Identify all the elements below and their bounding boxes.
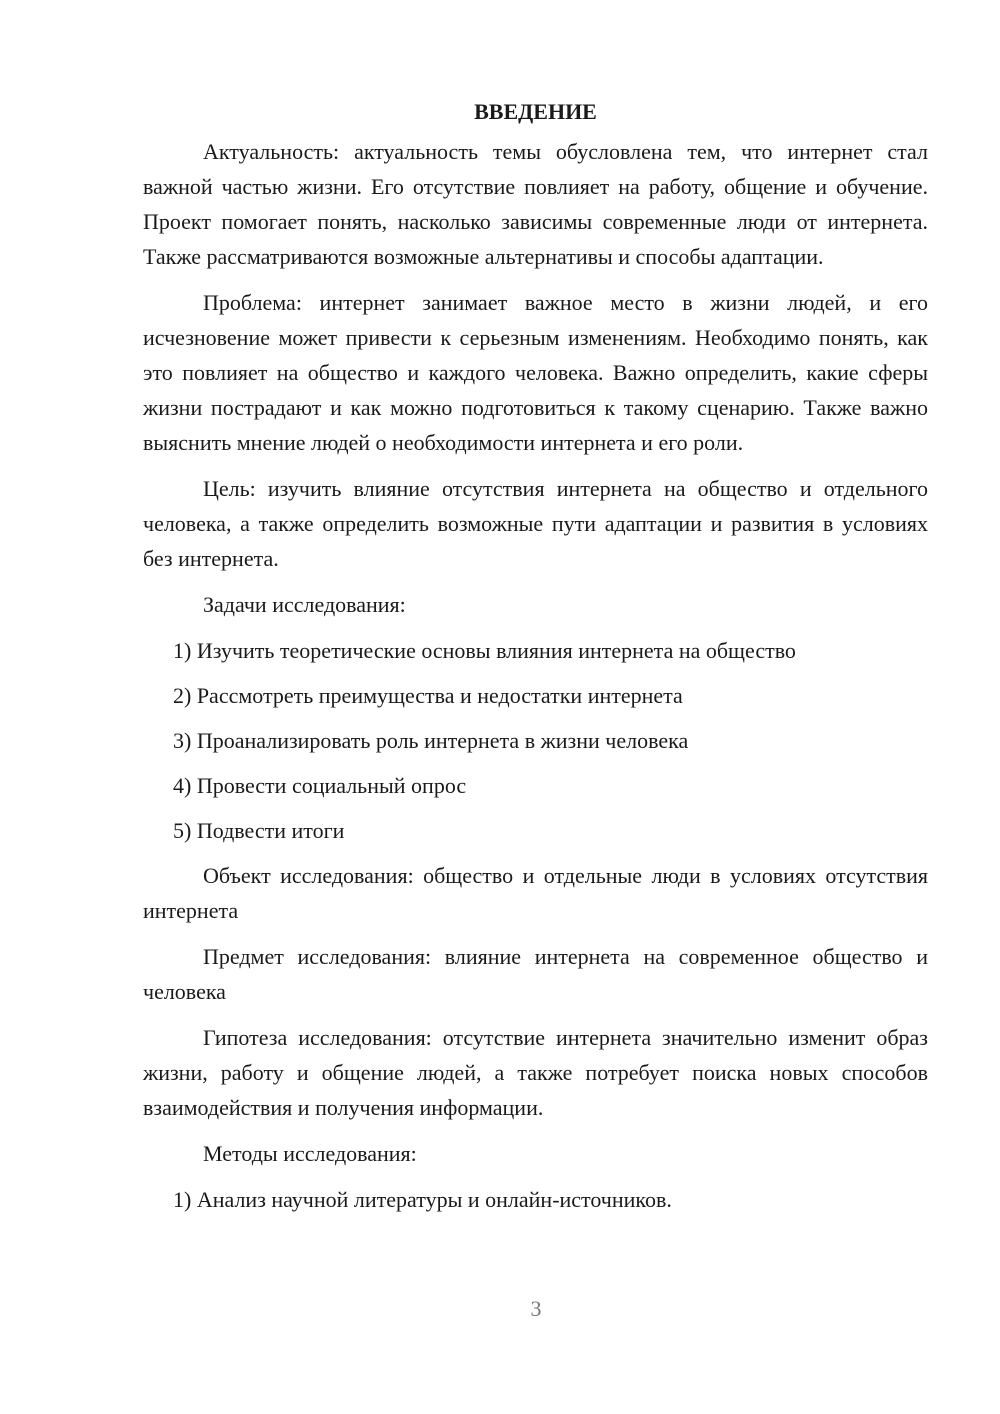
object-paragraph: Объект исследования: общество и отдельные люди в условиях отсутствия интернета <box>143 863 928 923</box>
relevance-paragraph: Актуальность: актуальность темы обусловлена тем, что интернет стал важной частью жизни. Его отсутствие повлияет на работу, общение и обучение. Проект помогает понять, насколько зависимы современные люди от интернета. Также рассматриваются возможные альтернативы и способы адаптации. <box>143 139 928 269</box>
tasks-heading: Задачи исследования: <box>203 592 406 617</box>
page-title: ВВЕДЕНИЕ <box>474 99 597 124</box>
hypothesis-paragraph: Гипотеза исследования: отсутствие интернета значительно изменит образ жизни, работу и общение людей, а также потребует поиска новых способов взаимодействия и получения информации. <box>143 1025 928 1120</box>
problem-paragraph: Проблема: интернет занимает важное место в жизни людей, и его исчезновение может привести к серьезным изменениям. Необходимо понять, как это повлияет на общество и каждого человека. Важно определить, какие сферы жизни пострадают и как можно подготовиться к такому сценарию. Также важно выяснить мнение людей о необходимости интернета и его роли. <box>143 290 928 455</box>
task-item-5: 5) Подвести итоги <box>173 818 345 843</box>
page-number: 3 <box>530 1296 542 1321</box>
document-page <box>143 94 928 1227</box>
methods-heading: Методы исследования: <box>203 1141 417 1166</box>
task-item-3: 3) Проанализировать роль интернета в жизни человека <box>173 728 689 753</box>
goal-paragraph: Цель: изучить влияние отсутствия интернета на общество и отдельного человека, а также определить возможные пути адаптации и развития в условиях без интернета. <box>143 476 928 571</box>
method-item-1: 1) Анализ научной литературы и онлайн-источников. <box>173 1187 672 1212</box>
task-item-1: 1) Изучить теоретические основы влияния интернета на общество <box>173 638 796 663</box>
task-item-2: 2) Рассмотреть преимущества и недостатки интернета <box>173 683 683 708</box>
subject-paragraph: Предмет исследования: влияние интернета на современное общество и человека <box>143 944 928 1004</box>
task-item-4: 4) Провести социальный опрос <box>173 773 467 798</box>
